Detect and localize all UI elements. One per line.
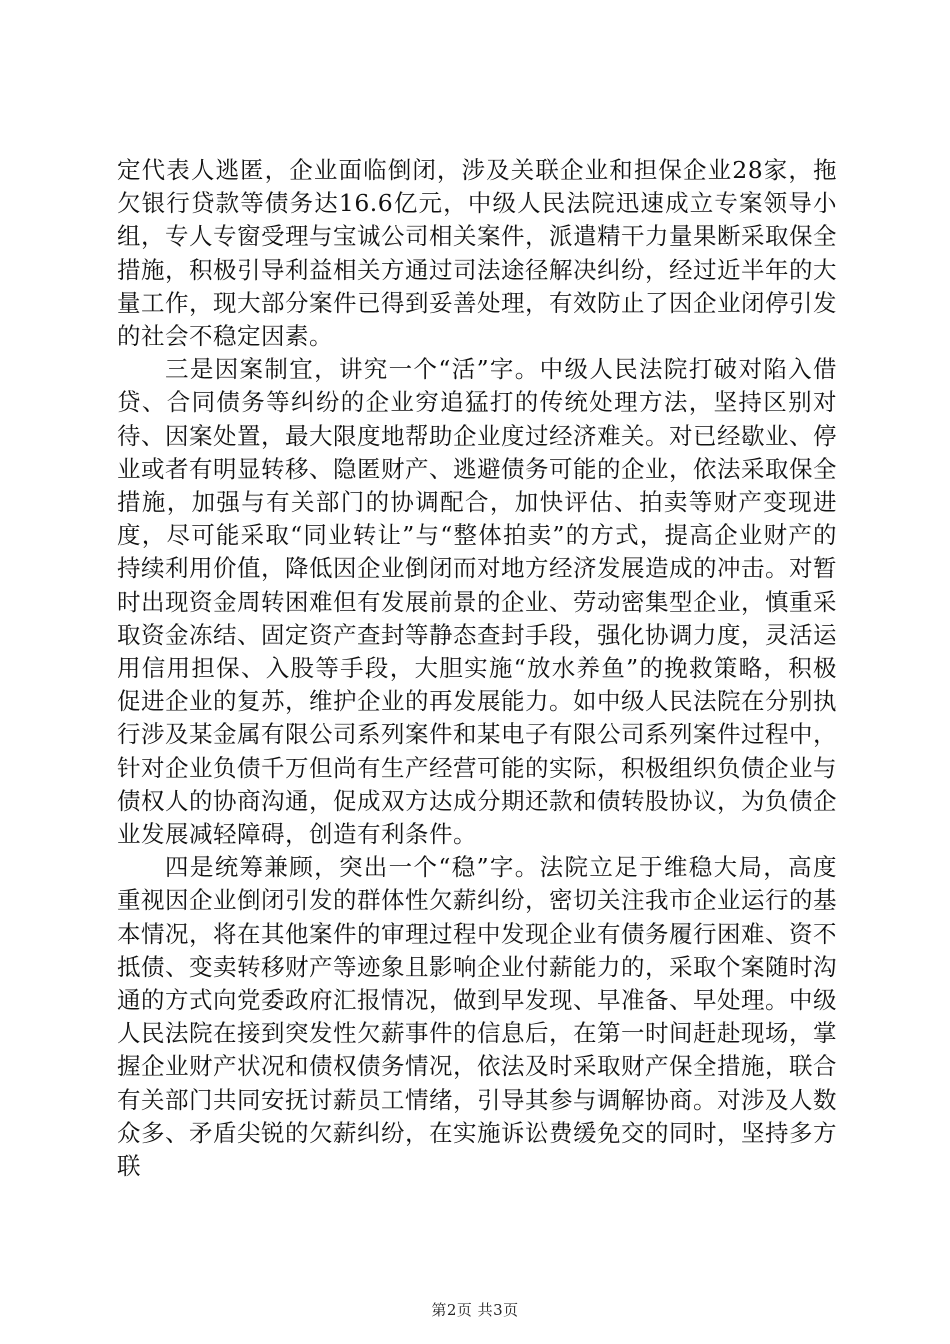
document-body xyxy=(117,154,837,1183)
paragraph-continuation: 定代表人逃匿，企业面临倒闭，涉及关联企业和担保企业28家，拖欠银行贷款等债务达16.6亿元，中级人民法院迅速成立专案领导小组，专人专窗受理与宝诚公司相关案件，派遣精干力量果断采取保全措施，积极引导利益相关方通过司法途径解决纠纷，经过近半年的大量工作，现大部分案件已得到妥善处理，有效防止了因企业闭停引发的社会不稳定因素。 xyxy=(117,156,837,351)
paragraph-point-four: 四是统筹兼顾，突出一个“稳”字。法院立足于维稳大局，高度重视因企业倒闭引发的群体性欠薪纠纷，密切关注我市企业运行的基本情况，将在其他案件的审理过程中发现企业有债务履行困难、资不抵债、变卖转移财产等迹象且影响企业付薪能力的，采取个案随时沟通的方式向党委政府汇报情况，做到早发现、早准备、早处理。中级人民法院在接到突发性欠薪事件的信息后，在第一时间赶赴现场，掌握企业财产状况和债权债务情况，依法及时采取财产保全措施，联合有关部门共同安抚讨薪员工情绪，引导其参与调解协商。对涉及人数众多、矛盾尖锐的欠薪纠纷，在实施诉讼费缓免交的同时，坚持多方联 xyxy=(117,853,837,1181)
page-number-footer: 第2页 共3页 xyxy=(431,1301,519,1319)
paragraph-point-three: 三是因案制宜，讲究一个“活”字。中级人民法院打破对陷入借贷、合同债务等纠纷的企业穷追猛打的传统处理方法，坚持区别对待、因案处置，最大限度地帮助企业度过经济难关。对已经歇业、停业或者有明显转移、隐匿财产、逃避债务可能的企业，依法采取保全措施，加强与有关部门的协调配合，加快评估、拍卖等财产变现进度，尽可能采取“同业转让”与“整体拍卖”的方式，提高企业财产的持续利用价值，降低因企业倒闭而对地方经济发展造成的冲击。对暂时出现资金周转困难但有发展前景的企业、劳动密集型企业，慎重采取资金冻结、固定资产查封等静态查封手段，强化协调力度，灵活运用信用担保、入股等手段，大胆实施“放水养鱼”的挽救策略，积极促进企业的复苏，维护企业的再发展能力。如中级人民法院在分别执行涉及某金属有限公司系列案件和某电子有限公司系列案件过程中，针对企业负债千万但尚有生产经营可能的实际，积极组织负债企业与债权人的协商沟通，促成双方达成分期还款和债转股协议，为负债企业发展减轻障碍，创造有利条件。 xyxy=(117,355,837,849)
